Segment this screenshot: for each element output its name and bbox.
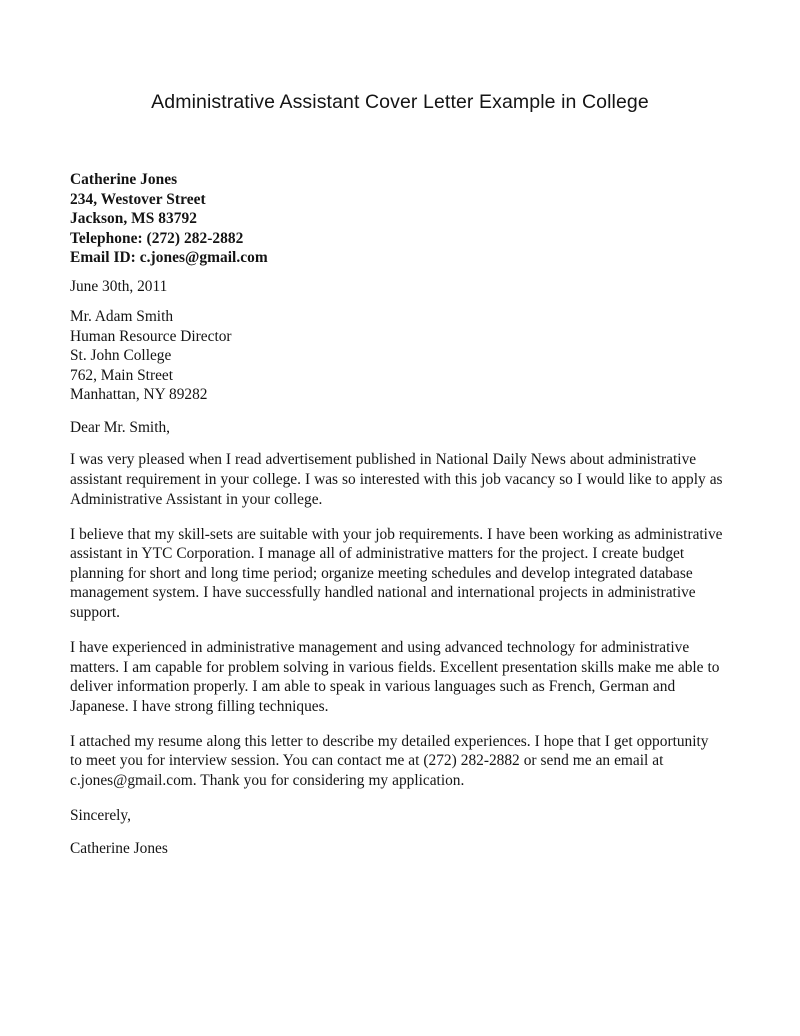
letter-date: June 30th, 2011 — [70, 277, 168, 295]
recipient-organization: St. John College — [70, 347, 172, 365]
recipient-name: Mr. Adam Smith — [70, 308, 174, 326]
signature-name: Catherine Jones — [70, 840, 168, 858]
sender-street: 234, Westover Street — [70, 190, 206, 208]
letter-body — [70, 170, 724, 859]
sender-email: Email ID: c.jones@gmail.com — [70, 249, 268, 267]
page-title: Administrative Assistant Cover Letter Example in College — [151, 91, 649, 113]
sender-city-state-zip: Jackson, MS 83792 — [70, 210, 197, 228]
closing-line: Sincerely, — [70, 806, 131, 824]
salutation: Dear Mr. Smith, — [70, 418, 171, 436]
recipient-street: 762, Main Street — [70, 366, 174, 384]
recipient-city-state-zip: Manhattan, NY 89282 — [70, 386, 208, 404]
sender-telephone: Telephone: (272) 282-2882 — [70, 229, 244, 247]
body-paragraph: I was very pleased when I read advertisement published in National Daily News about administrative assistant requirement in your college. I was so interested with this job vacancy so I would like to apply as Administrative Assistant in your college. — [70, 451, 723, 508]
recipient-job-title: Human Resource Director — [70, 327, 232, 345]
body-paragraph: I attached my resume along this letter to describe my detailed experiences. I hope that I get opportunity to meet you for interview session. You can contact me at (272) 282-2882 or send me an email at c.jones@gmail.com. Thank you for considering my application. — [70, 732, 709, 789]
body-paragraph: I believe that my skill-sets are suitable with your job requirements. I have been working as administrative assistant in YTC Corporation. I manage all of administrative matters for the project. I create budget planning for short and long time period; organize meeting schedules and develop integrated database management system. I have successfully handled national and international projects in administrative support. — [70, 525, 723, 622]
body-paragraph: I have experienced in administrative management and using advanced technology for administrative matters. I am capable for problem solving in various fields. Excellent presentation skills make me able to deliver information properly. I am able to speak in various languages such as French, German and Japanese. I have strong filling techniques. — [70, 639, 720, 715]
sender-name: Catherine Jones — [70, 171, 178, 188]
recipient-address-block — [70, 307, 724, 405]
sender-address-block — [70, 170, 724, 268]
